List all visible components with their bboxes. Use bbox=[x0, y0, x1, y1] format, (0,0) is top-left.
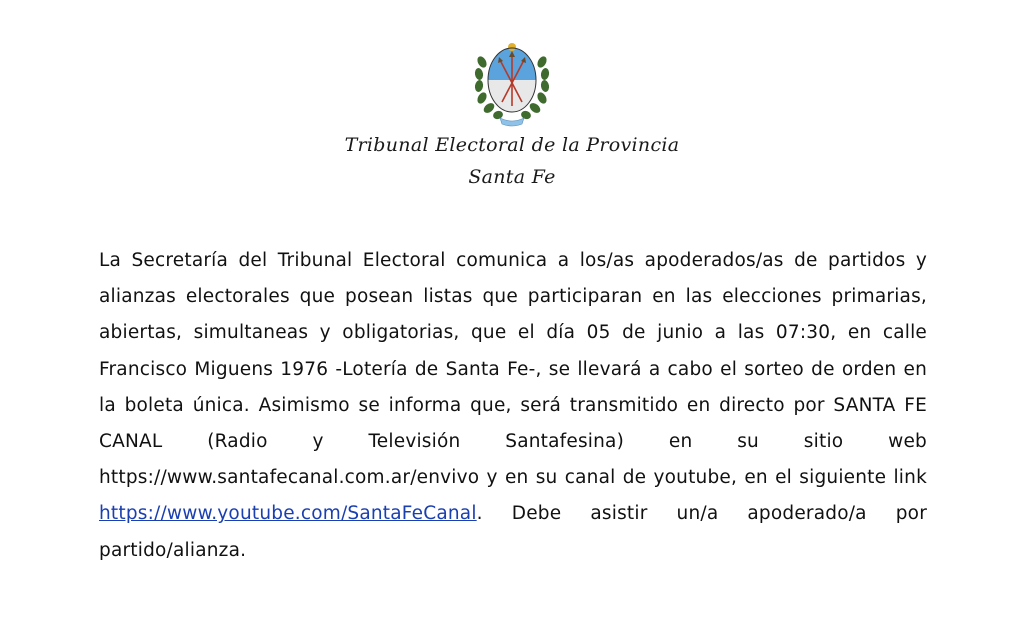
institution-name: Tribunal Electoral de la Provincia bbox=[344, 134, 680, 156]
institution-province: Santa Fe bbox=[468, 166, 556, 188]
announcement-text: La Secretaría del Tribunal Electoral comunica a los/as apoderados/as de partidos y alianzas electorales que posean listas que participaran en las elecciones primarias, abiertas, simultaneas y obligatorias, que el día 05 de junio a las 07:30, en calle Francisco Miguens 1976 -Lotería de Santa Fe-, se llevará a cabo el sorteo de orden en la boleta única. Asimismo se informa que, será transmitido en directo por SANTA FE CANAL (Radio y Televisión Santafesina) en su sitio web https://www.santafecanal.com.ar/envivo y en su canal de youtube, en el siguiente link bbox=[99, 250, 927, 489]
youtube-link[interactable]: https://www.youtube.com/SantaFeCanal bbox=[99, 503, 477, 525]
announcement-text-end: . Debe asistir un/a apoderado/a por partido/alianza. bbox=[99, 503, 927, 561]
announcement-paragraph bbox=[99, 243, 927, 569]
santa-fe-coat-of-arms-icon bbox=[474, 40, 550, 130]
